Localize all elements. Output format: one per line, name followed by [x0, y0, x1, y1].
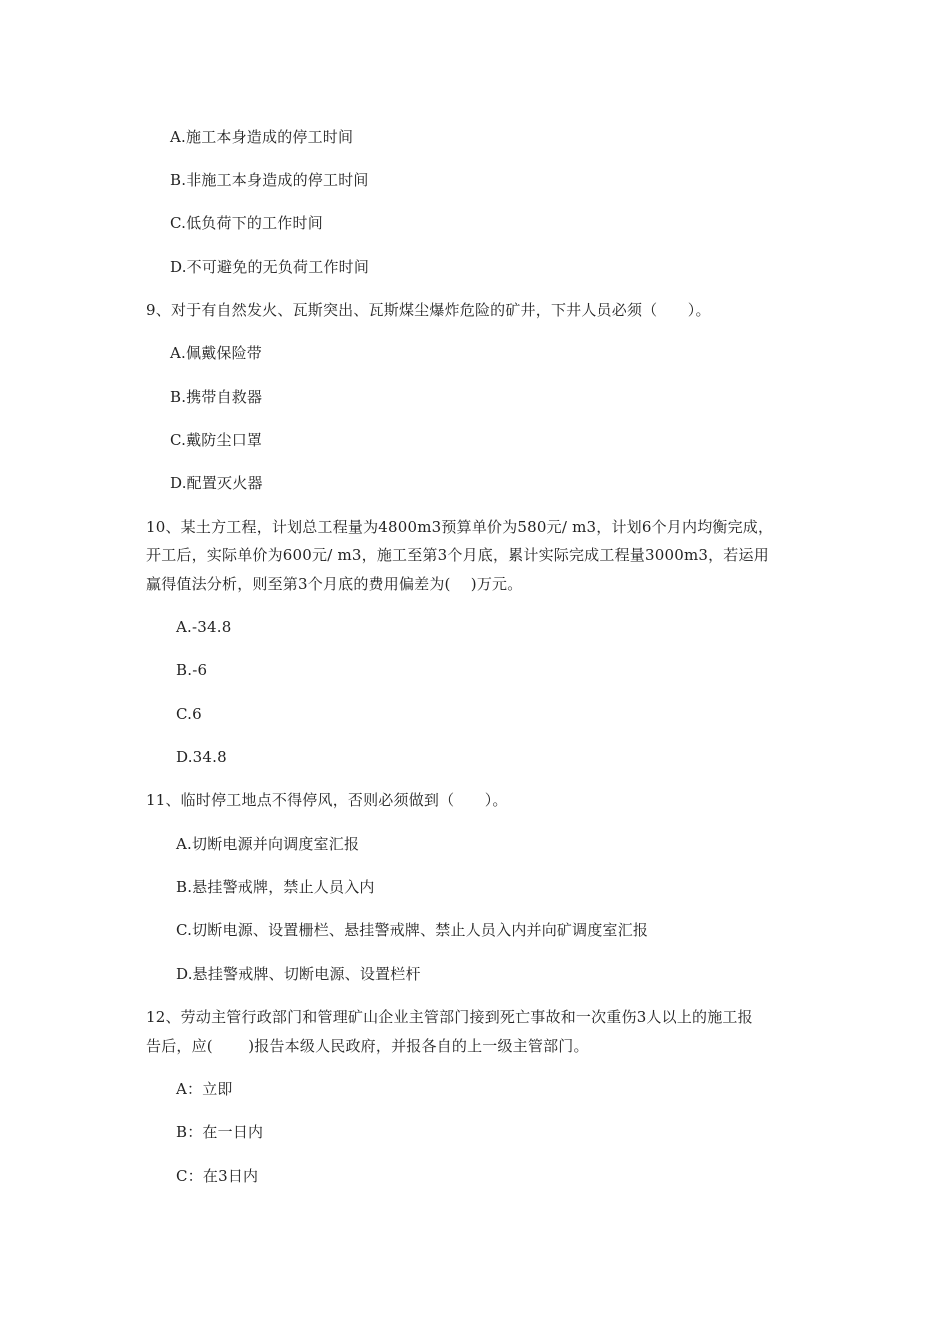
option-9-d: D.配置灭火器	[170, 474, 263, 492]
option-10-c: C.6	[176, 705, 202, 723]
option-8-a: A.施工本身造成的停工时间	[170, 128, 354, 146]
option-10-d: D.34.8	[176, 748, 227, 766]
option-8-b: B.非施工本身造成的停工时间	[170, 171, 369, 189]
option-11-d: D.悬挂警戒牌、切断电源、设置栏杆	[176, 965, 421, 983]
option-8-d: D.不可避免的无负荷工作时间	[170, 258, 370, 276]
question-10-stem-line-3: 赢得值法分析，则至第3个月底的费用偏差为( )万元。	[146, 575, 523, 593]
question-12-stem-line-1: 12、劳动主管行政部门和管理矿山企业主管部门接到死亡事故和一次重伤3人以上的施工报	[146, 1008, 753, 1026]
question-9-stem: 9、对于有自然发火、瓦斯突出、瓦斯煤尘爆炸危险的矿井，下井人员必须（ ）。	[146, 301, 711, 319]
question-12-stem-line-2: 告后，应( )报告本级人民政府，并报各自的上一级主管部门。	[146, 1037, 589, 1055]
option-12-b: B：在一日内	[176, 1123, 264, 1141]
option-11-a: A.切断电源并向调度室汇报	[176, 835, 360, 853]
option-12-c: C：在3日内	[176, 1167, 259, 1185]
option-11-b: B.悬挂警戒牌，禁止人员入内	[176, 878, 375, 896]
option-12-a: A：立即	[176, 1080, 233, 1098]
option-10-a: A.-34.8	[176, 618, 232, 636]
option-9-b: B.携带自救器	[170, 388, 263, 406]
option-11-c: C.切断电源、设置栅栏、悬挂警戒牌、禁止人员入内并向矿调度室汇报	[176, 921, 649, 939]
option-9-a: A.佩戴保险带	[170, 344, 263, 362]
option-8-c: C.低负荷下的工作时间	[170, 214, 323, 232]
option-10-b: B.-6	[176, 661, 208, 679]
question-10-stem-line-2: 开工后，实际单价为600元/ m3，施工至第3个月底，累计实际完成工程量3000m3，若运用	[146, 546, 769, 564]
option-9-c: C.戴防尘口罩	[170, 431, 263, 449]
question-10-stem-line-1: 10、某土方工程，计划总工程量为4800m3预算单价为580元/ m3，计划6个月内均衡完成，	[146, 518, 774, 536]
question-11-stem: 11、临时停工地点不得停风，否则必须做到（ ）。	[146, 791, 508, 809]
